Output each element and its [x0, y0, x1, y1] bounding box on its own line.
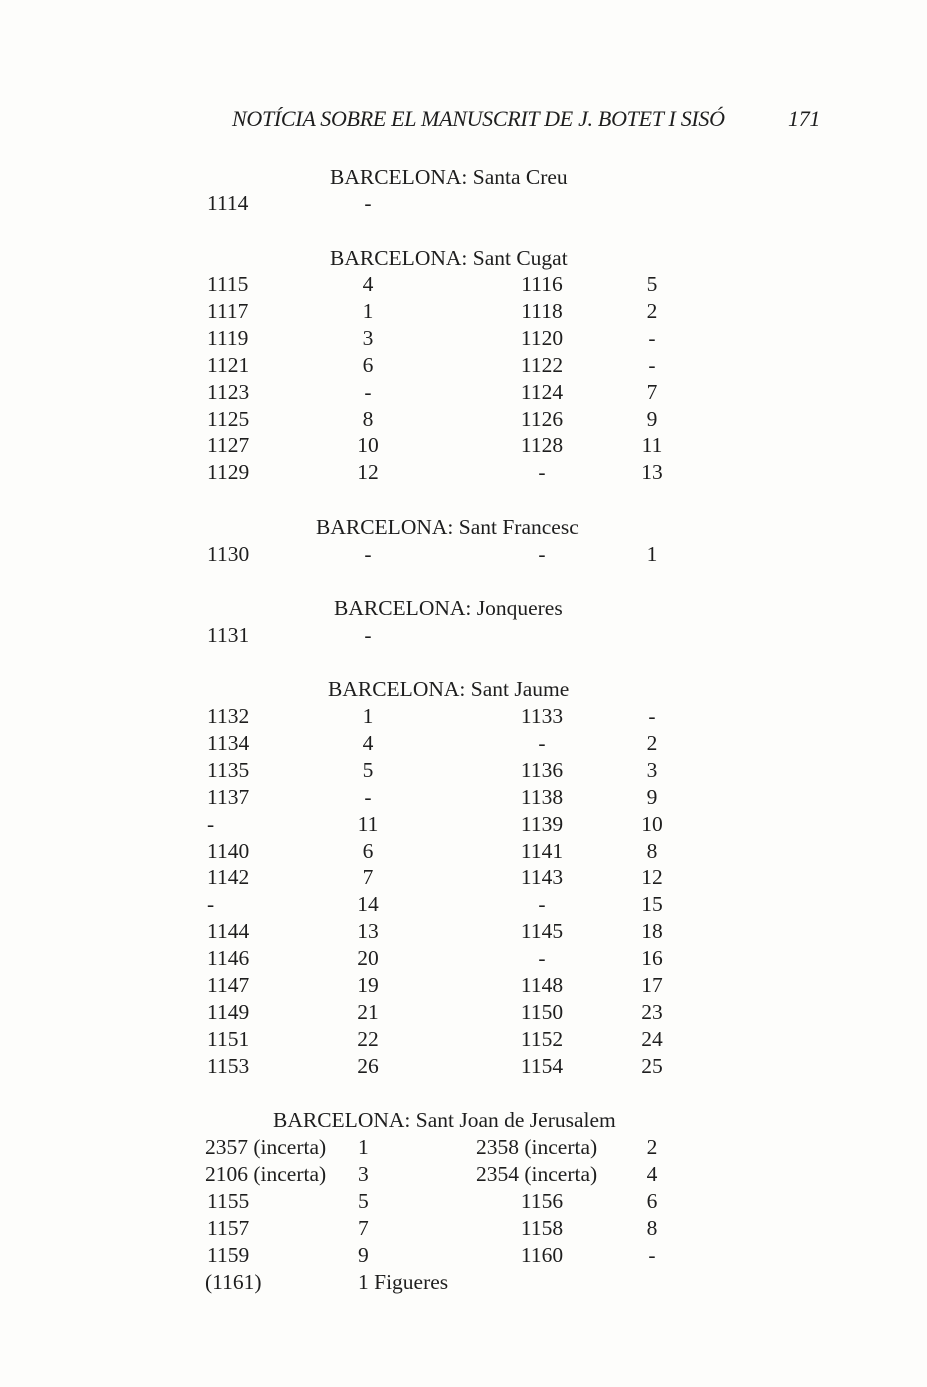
number-cell: -: [364, 784, 372, 809]
number-cell: 9: [358, 1242, 369, 1267]
shelfmark-cell-2: 1136: [520, 757, 564, 782]
table-row: [0, 730, 927, 757]
number-cell-2: 12: [641, 865, 663, 890]
number-cell-2: 8: [646, 1215, 658, 1240]
table-row: [0, 459, 927, 486]
table-row: [0, 1269, 927, 1296]
number-cell: 5: [362, 757, 374, 782]
shelfmark-cell: 1142: [207, 865, 250, 890]
number-cell-2: 9: [646, 406, 658, 431]
table-row: [0, 1188, 927, 1215]
shelfmark-cell: 1146: [207, 946, 250, 971]
shelfmark-cell: 1119: [207, 325, 249, 350]
table-row: [0, 298, 927, 325]
number-cell: -: [364, 623, 372, 647]
table-row: [0, 1134, 927, 1161]
shelfmark-cell: 1149: [207, 999, 250, 1024]
number-cell: 4: [362, 272, 374, 296]
number-cell-2: 2: [646, 730, 658, 755]
number-cell: 7: [358, 1215, 369, 1240]
number-cell: 13: [357, 919, 379, 944]
number-cell-2: 3: [646, 757, 658, 782]
shelfmark-cell-2: 1158: [520, 1215, 564, 1240]
table-row: [0, 891, 927, 918]
section-title: BARCELONA: Sant Joan de Jerusalem: [273, 1108, 616, 1132]
table-row: [0, 838, 927, 865]
shelfmark-cell: 1121: [207, 352, 250, 377]
shelfmark-cell-2: 1116: [521, 272, 563, 296]
shelfmark-cell-2: 1133: [520, 704, 564, 728]
shelfmark-cell: -: [207, 892, 215, 917]
shelfmark-cell: 2106 (incerta): [205, 1161, 327, 1186]
shelfmark-cell-2: 1118: [521, 298, 563, 323]
number-cell-2: 1: [646, 542, 658, 566]
number-cell: -: [364, 191, 372, 215]
page-header: [0, 106, 927, 136]
number-cell: 11: [357, 811, 379, 836]
number-cell-2: 5: [646, 272, 658, 296]
number-cell: 1: [362, 298, 374, 323]
table-row: [0, 190, 927, 217]
shelfmark-cell-2: 1124: [520, 379, 564, 404]
table-row: [0, 432, 927, 459]
shelfmark-cell-2: 1150: [520, 999, 564, 1024]
number-cell: 5: [358, 1188, 369, 1213]
shelfmark-cell-2: 2358 (incerta): [476, 1135, 598, 1159]
table-row: [0, 945, 927, 972]
shelfmark-cell-2: 1128: [520, 433, 564, 458]
shelfmark-cell: 1151: [207, 1026, 250, 1051]
shelfmark-cell-2: 1154: [520, 1053, 564, 1078]
shelfmark-cell: 1114: [207, 191, 249, 215]
page-number: 171: [788, 106, 821, 131]
number-cell-2: 7: [646, 379, 658, 404]
number-cell: 10: [357, 433, 379, 458]
table-row: [0, 271, 927, 298]
shelfmark-cell-2: 1138: [520, 784, 564, 809]
shelfmark-cell: 1147: [207, 973, 250, 997]
table-row: [0, 999, 927, 1026]
section-title: BARCELONA: Jonqueres: [334, 596, 563, 620]
shelfmark-cell: 1134: [207, 730, 250, 755]
table-row: [0, 1026, 927, 1053]
table-row: [0, 1215, 927, 1242]
shelfmark-cell: 1137: [207, 784, 250, 809]
number-cell: 7: [362, 865, 374, 890]
section-title: BARCELONA: Sant Francesc: [316, 515, 579, 539]
shelfmark-cell-2: 1148: [520, 973, 564, 997]
number-cell-2: -: [648, 352, 656, 377]
shelfmark-cell: 1115: [207, 272, 249, 296]
number-cell: 8: [362, 406, 374, 431]
number-cell: 14: [357, 892, 379, 917]
table-row: [0, 406, 927, 433]
number-cell-2: 24: [641, 1026, 663, 1051]
number-cell: 6: [362, 838, 374, 863]
shelfmark-cell: 1153: [207, 1053, 250, 1078]
number-cell-2: 25: [641, 1053, 663, 1078]
shelfmark-cell-2: -: [538, 542, 546, 566]
number-cell: 6: [362, 352, 374, 377]
number-cell: 20: [357, 946, 379, 971]
shelfmark-cell: 1129: [207, 460, 250, 485]
number-cell-2: 23: [641, 999, 663, 1024]
number-cell-2: 2: [646, 298, 658, 323]
number-cell-2: 18: [641, 919, 663, 944]
table-row: [0, 757, 927, 784]
shelfmark-cell-2: -: [538, 730, 546, 755]
shelfmark-cell: 1144: [207, 919, 250, 944]
number-cell-2: -: [648, 704, 656, 728]
table-row: [0, 918, 927, 945]
shelfmark-cell-2: -: [538, 460, 546, 485]
number-cell-2: 17: [641, 973, 663, 997]
table-row: [0, 379, 927, 406]
number-cell-2: 6: [646, 1188, 658, 1213]
shelfmark-cell: -: [207, 811, 215, 836]
shelfmark-cell: (1161): [205, 1269, 262, 1294]
shelfmark-cell-2: 2354 (incerta): [476, 1161, 598, 1186]
table-row: [0, 811, 927, 838]
table-row: [0, 784, 927, 811]
table-row: [0, 1242, 927, 1269]
shelfmark-cell-2: 1145: [520, 919, 564, 944]
shelfmark-cell-2: -: [538, 892, 546, 917]
number-cell: 1 Figueres: [358, 1269, 449, 1294]
number-cell: -: [364, 542, 372, 566]
shelfmark-cell: 1140: [207, 838, 250, 863]
number-cell-2: 10: [641, 811, 663, 836]
shelfmark-cell-2: -: [538, 946, 546, 971]
number-cell-2: -: [648, 1242, 656, 1267]
table-row: [0, 864, 927, 891]
table-row: [0, 541, 927, 568]
shelfmark-cell: 1157: [207, 1215, 250, 1240]
shelfmark-cell: 1131: [207, 623, 250, 647]
shelfmark-cell-2: 1143: [520, 865, 564, 890]
shelfmark-cell: 1132: [207, 704, 250, 728]
shelfmark-cell: 1123: [207, 379, 250, 404]
section-title: BARCELONA: Sant Jaume: [328, 677, 570, 701]
shelfmark-cell-2: 1152: [520, 1026, 564, 1051]
shelfmark-cell-2: 1139: [520, 811, 564, 836]
number-cell: 19: [357, 973, 379, 997]
table-row: [0, 703, 927, 730]
section-title: BARCELONA: Santa Creu: [330, 165, 568, 189]
shelfmark-cell-2: 1120: [520, 325, 564, 350]
shelfmark-cell-2: 1160: [520, 1242, 564, 1267]
shelfmark-cell: 1135: [207, 757, 250, 782]
number-cell-2: 13: [641, 460, 663, 485]
shelfmark-cell-2: 1156: [520, 1188, 564, 1213]
number-cell: 3: [358, 1161, 369, 1186]
running-head: NOTÍCIA SOBRE EL MANUSCRIT DE J. BOTET I SISÓ: [232, 106, 725, 131]
table-row: [0, 622, 927, 649]
table-row: [0, 352, 927, 379]
number-cell: -: [364, 379, 372, 404]
shelfmark-cell-2: 1126: [520, 406, 564, 431]
number-cell-2: 4: [646, 1161, 658, 1186]
number-cell: 22: [357, 1026, 379, 1051]
number-cell-2: -: [648, 325, 656, 350]
number-cell-2: 11: [641, 433, 663, 458]
number-cell: 26: [357, 1053, 379, 1078]
shelfmark-cell: 1127: [207, 433, 250, 458]
table-row: [0, 1053, 927, 1080]
table-row: [0, 972, 927, 999]
number-cell-2: 15: [641, 892, 663, 917]
number-cell-2: 16: [641, 946, 663, 971]
number-cell-2: 9: [646, 784, 658, 809]
shelfmark-cell-2: 1122: [520, 352, 564, 377]
shelfmark-cell: 1125: [207, 406, 250, 431]
shelfmark-cell: 2357 (incerta): [205, 1135, 327, 1159]
number-cell: 1: [362, 704, 374, 728]
number-cell: 1: [358, 1135, 369, 1159]
shelfmark-cell: 1117: [207, 298, 249, 323]
number-cell: 12: [357, 460, 379, 485]
table-row: [0, 325, 927, 352]
number-cell: 4: [362, 730, 374, 755]
shelfmark-cell: 1159: [207, 1242, 250, 1267]
shelfmark-cell-2: 1141: [520, 838, 564, 863]
shelfmark-cell: 1155: [207, 1188, 250, 1213]
number-cell: 21: [357, 999, 379, 1024]
number-cell-2: 2: [646, 1135, 658, 1159]
number-cell-2: 8: [646, 838, 658, 863]
shelfmark-cell: 1130: [207, 542, 250, 566]
section-title: BARCELONA: Sant Cugat: [330, 246, 568, 270]
table-row: [0, 1161, 927, 1188]
number-cell: 3: [362, 325, 374, 350]
